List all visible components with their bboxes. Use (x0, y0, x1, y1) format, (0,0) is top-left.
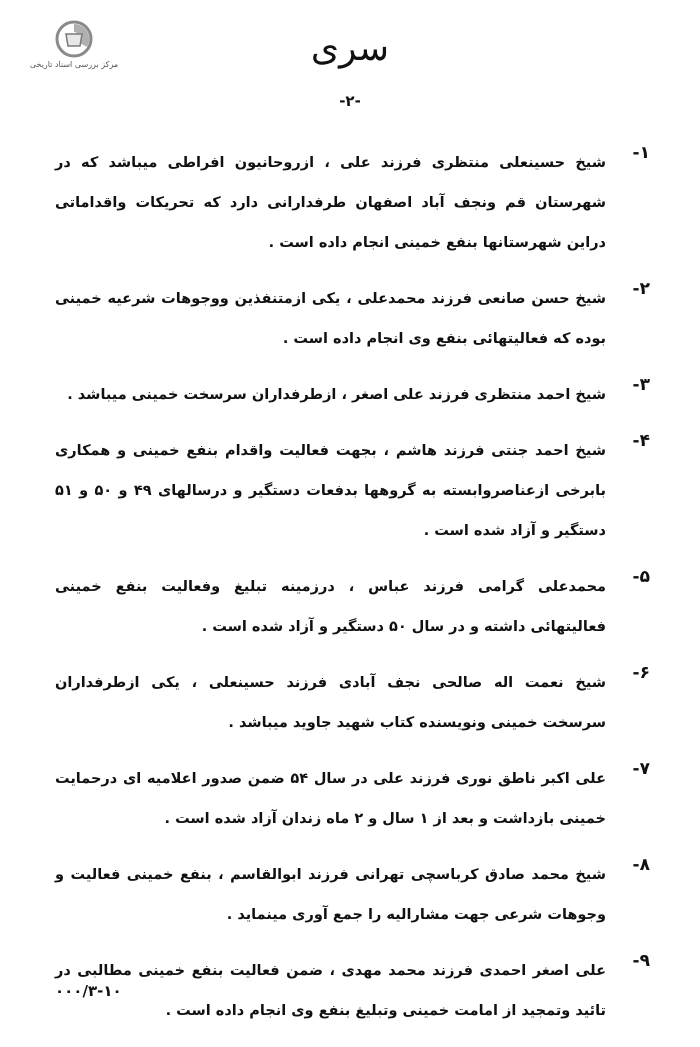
item-text: شیخ احمد منتظری فرزند علی اصغر ، ازطرفداران سرسخت خمینی میباشد . (67, 387, 606, 403)
item-number: ۳- (632, 375, 650, 395)
item-number: ۹- (632, 951, 650, 971)
item-text: شیخ احمد جنتی فرزند هاشم ، بجهت فعالیت واقدام بنفع خمینی و همکاری بابرخی ازعناصروابسته به گروهها بدفعات دستگیر و درسالهای ۴۹ و ۵۰ و ۵۱ دستگیر و آزاد شده است . (55, 443, 606, 539)
item-text: شیخ حسینعلی منتظری فرزند علی ، ازروحانیون افراطی میباشد که در شهرستان قم ونجف آباد اصفهان طرفدارانی دارد که تحریکات واقداماتی دراین شهرستانها بنفع خمینی انجام داده است . (55, 155, 606, 251)
item-number: ۸- (632, 855, 650, 875)
list-item (55, 143, 650, 263)
item-text: علی اصغر احمدی فرزند محمد مهدی ، ضمن فعالیت بنفع خمینی مطالبی در تائید وتمجید از امامت خمینی وتبلیغ بنفع وی انجام داده است . (55, 963, 606, 1019)
item-number: ۷- (632, 759, 650, 779)
item-number: ۱- (632, 143, 650, 163)
list-item (55, 279, 650, 359)
item-text: علی اکبر ناطق نوری فرزند علی در سال ۵۴ ضمن صدور اعلامیه ای درحمایت خمینی بازداشت و بعد از ۱ سال و ۲ ماه زندان آزاد شده است . (55, 771, 606, 827)
item-number: ۶- (632, 663, 650, 683)
item-number: ۴- (632, 431, 650, 451)
list-item (55, 663, 650, 743)
list-item (55, 567, 650, 647)
item-list (55, 143, 650, 1047)
list-item (55, 855, 650, 935)
item-number: ۵- (632, 567, 650, 587)
item-text: شیخ محمد صادق کرباسچی تهرانی فرزند ابوالقاسم ، بنفع خمینی فعالیت و وجوهات شرعی جهت مشارالیه را جمع آوری مینماید . (55, 867, 606, 923)
item-text: محمدعلی گرامی فرزند عباس ، درزمینه تبلیغ وفعالیت بنفع خمینی فعالیتهائی داشته و در سال ۵۰ دستگیر و آزاد شده است . (55, 579, 606, 635)
item-text: شیخ نعمت اله صالحی نجف آبادی فرزند حسینعلی ، یکی ازطرفداران سرسخت خمینی ونویسنده کتاب شهید جاوید میباشد . (55, 675, 606, 731)
document-code: ۰۰۰/۳-۱۰ (55, 982, 122, 1000)
list-item (55, 951, 650, 1031)
list-item (55, 375, 650, 415)
page-number: -۲- (339, 92, 361, 110)
list-item (55, 759, 650, 839)
classification-heading: سری (310, 28, 390, 69)
list-item (55, 431, 650, 551)
item-text: شیخ حسن صانعی فرزند محمدعلی ، یکی ازمتنفذین ووجوهات شرعیه خمینی بوده که فعالیتهائی بنفع وی انجام داده است . (55, 291, 606, 347)
logo-caption: مرکز بررسی اسناد تاریخی (29, 60, 119, 69)
item-number: ۲- (632, 279, 650, 299)
